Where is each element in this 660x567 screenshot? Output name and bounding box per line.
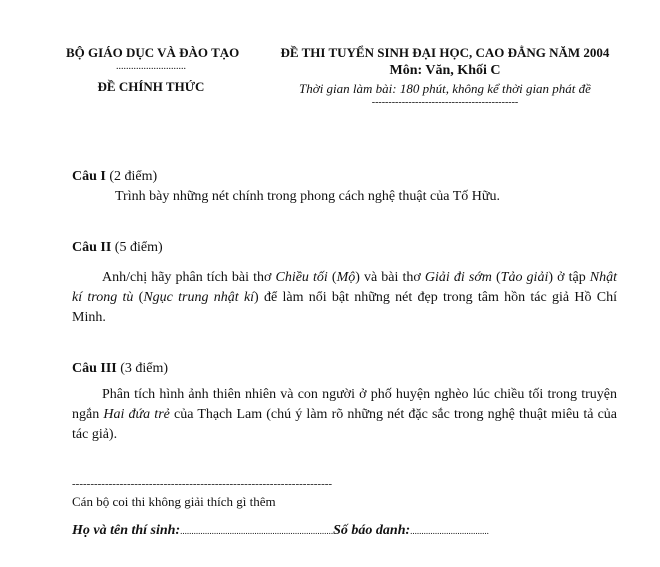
candidate-id-blank: ................................... bbox=[410, 526, 489, 536]
question-1 bbox=[72, 167, 617, 207]
collection-title-nguc-trung-nhat-ki: Ngục trung nhật kí bbox=[143, 290, 255, 305]
question-3-heading bbox=[72, 359, 617, 379]
question-1-points: (2 điểm) bbox=[109, 169, 158, 184]
q3-text-part: của Thạch Lam (chú ý làm rõ những nét đặc sắc trong nghệ thuật miêu tả của tác giả). bbox=[72, 407, 618, 442]
exam-subject: Môn: Văn, Khối C bbox=[389, 63, 501, 78]
q2-text-part: ) để làm nổi bật những nét đẹp trong tâm hồn tác giả Hồ Chí Minh. bbox=[72, 290, 618, 325]
candidate-info-line bbox=[72, 521, 612, 541]
question-2-points: (5 điểm) bbox=[114, 240, 163, 255]
question-1-label: Câu I bbox=[72, 169, 106, 184]
question-3-label: Câu III bbox=[72, 361, 117, 376]
ministry-name: BỘ GIÁO DỤC VÀ ĐÀO TẠO bbox=[66, 45, 240, 60]
q2-text-part: Anh/chị hãy phân tích bài thơ bbox=[102, 270, 276, 285]
candidate-name-blank: .................................................................... bbox=[180, 526, 334, 536]
candidate-id-label: Số báo danh: bbox=[333, 523, 411, 538]
q2-text-part: ( bbox=[327, 270, 337, 285]
header-right bbox=[270, 44, 620, 109]
official-label: ĐỀ CHÍNH THỨC bbox=[97, 79, 205, 94]
poem-title-chieu-toi: Chiều tối bbox=[275, 270, 328, 285]
poem-title-giai-di-som: Giải đi sớm bbox=[424, 270, 492, 285]
question-2-text bbox=[72, 268, 617, 328]
poem-title-tao-giai: Tảo giải bbox=[500, 270, 549, 285]
poem-title-mo: Mộ bbox=[336, 270, 356, 285]
candidate-name-label: Họ và tên thí sinh: bbox=[72, 523, 181, 538]
proctor-note: Cán bộ coi thi không giải thích gì thêm bbox=[72, 494, 276, 509]
q3-text-part: Phân tích hình ảnh thiên nhiên và con người ở phố huyện nghèo lúc chiều tối trong truyện ngắn bbox=[72, 387, 617, 422]
q2-text-part: ( bbox=[133, 290, 144, 305]
collection-title-nhat-ki-trong-tu: Nhật kí trong tù bbox=[72, 270, 618, 305]
question-3 bbox=[72, 359, 617, 445]
question-3-points: (3 điểm) bbox=[120, 361, 169, 376]
header-left bbox=[66, 44, 240, 96]
ministry-underline-dots: ............................ bbox=[116, 61, 186, 72]
question-1-heading bbox=[72, 167, 617, 187]
footer-dashes: ----------------------------------------------------------------------- bbox=[72, 478, 333, 490]
question-3-text bbox=[72, 385, 617, 445]
question-2-heading bbox=[72, 238, 617, 258]
question-2-label: Câu II bbox=[72, 240, 112, 255]
q2-text-part: ) ở tập bbox=[548, 270, 590, 285]
q2-text-part: ) và bài thơ bbox=[355, 270, 425, 285]
question-1-text: Trình bày những nét chính trong phong cách nghệ thuật của Tố Hữu. bbox=[115, 189, 500, 204]
question-2 bbox=[72, 238, 617, 328]
q2-text-part: ( bbox=[491, 270, 501, 285]
header-dashes: -------------------------------------------- bbox=[371, 97, 519, 108]
story-title-hai-dua-tre: Hai đứa trẻ bbox=[103, 407, 170, 422]
time-note: Thời gian làm bài: 180 phút, không kể thời gian phát đề bbox=[299, 81, 591, 96]
exam-title: ĐỀ THI TUYỂN SINH ĐẠI HỌC, CAO ĐẲNG NĂM 2004 bbox=[280, 45, 610, 60]
